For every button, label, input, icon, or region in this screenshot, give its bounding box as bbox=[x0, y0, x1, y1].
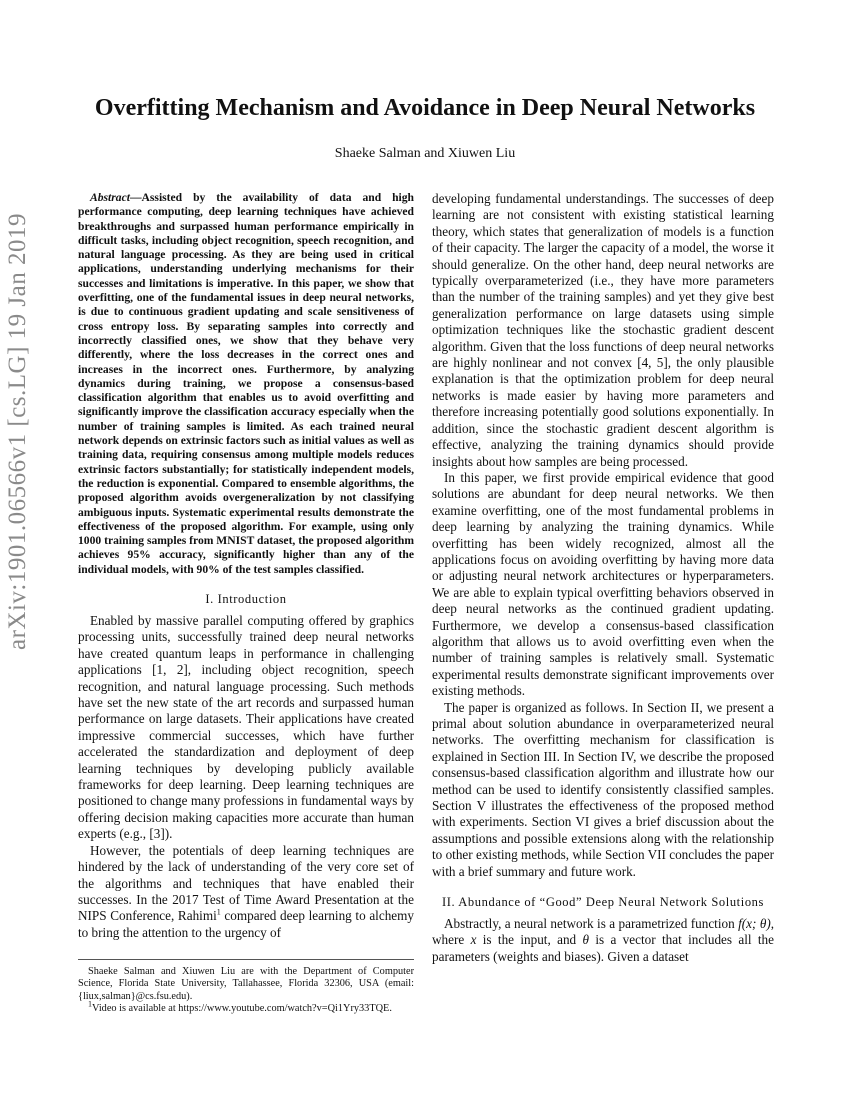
footnote-affiliation: Shaeke Salman and Xiuwen Liu are with the Department of Computer Science, Florida State University, Tallahassee, Florida 32306, USA (email: {liux,salman}@cs.fsu.edu). bbox=[78, 966, 414, 1002]
right-column bbox=[432, 191, 774, 965]
section2-text-4: is a vector that includes all the parameters (weights and biases). Given a dataset bbox=[432, 932, 774, 964]
intro-paragraph-2 bbox=[78, 843, 414, 941]
math-x: x bbox=[470, 932, 477, 948]
intro-paragraph-4: The paper is organized as follows. In Section II, we present a primal about solution abundance in overparameterized neural networks. The overfitting mechanism for classification is explained in Section III. In Section IV, we describe the proposed consensus-based classification algorithm and illustrate how our method can be used to identify consistently classified samples. Section V illustrates the effectiveness of the proposed method with experiments. Section VI gives a brief discussion about the assumptions and possible extensions along with the relationship to other existing methods, while Section VII concludes the paper with a brief summary and future work. bbox=[432, 699, 774, 879]
paper-title: Overfitting Mechanism and Avoidance in Deep Neural Networks bbox=[94, 95, 756, 121]
abstract-label: Abstract bbox=[90, 191, 130, 204]
footnote-marker-1: 1 bbox=[216, 907, 221, 917]
math-theta: θ bbox=[582, 932, 589, 948]
footnote-video bbox=[78, 999, 414, 1015]
section2-text-1: Abstractly, a neural network is a parametrized function bbox=[444, 916, 739, 932]
intro-paragraph-3: In this paper, we first provide empirical evidence that good solutions are abundant for deep neural networks. We then examine overfitting, one of the most fundamental problems in deep learning by analyzing the training dynamics. While overfitting has been widely recognized, almost all the applications focus on avoiding overfitting by having more data or adjusting neural network architectures or hyperparameters. We are able to explain typical overfitting behaviors observed in deep neural networks as the continued gradient updating. Furthermore, we develop a consensus-based classification algorithm that allows us to avoid overfitting even when the number of training samples is relatively small. Systematic experimental results demonstrate significant improvements over existing methods. bbox=[432, 469, 774, 699]
left-column bbox=[78, 191, 414, 941]
section2-paragraph-1 bbox=[432, 916, 774, 965]
intro-paragraph-1: Enabled by massive parallel computing offered by graphics processing units, successfully trained deep neural networks have created quantum leaps in performance in challenging applications [1, 2], including object recognition, speech recognition, and natural language processing. Such methods have set the new state of the art records and surpassed human performance on large datasets. Their applications have created impressive commercial successes, which have further accelerated the standardization and deployment of deep learning techniques by developing publicly available frameworks for deep learning. Deep learning techniques are positioned to change many professions in fundamental ways by offering decision making capacities more accurate than human experts (e.g., [3]). bbox=[78, 613, 414, 842]
abstract-text: —Assisted by the availability of data and high performance computing, deep learning techniques have achieved breakthroughs and surpassed human performance empirically in difficult tasks, including object recognition, speech recognition, and natural language processing. As they are being used in critical applications, understanding underlying mechanisms for their successes and limitations is imperative. In this paper, we show that overfitting, one of the fundamental issues in deep neural networks, is due to continuous gradient updating and scale sensitiveness of cross entropy loss. By separating samples into correctly and incorrectly classified ones, we show that they behave very differently, where the loss decreases in the correct ones and increases in the incorrect ones. Furthermore, by analyzing dynamics during training, we propose a consensus-based classification algorithm that enables us to avoid overfitting and significantly improve the classification accuracy especially when the number of training samples is limited. As each trained neural network depends on extrinsic factors such as initial values as well as training data, requiring consensus among multiple models reduces extrinsic factors substantially; for statistically independent models, the reduction is exponential. Compared to ensemble algorithms, the proposed algorithm avoids overgeneralization by not classifying ambiguous inputs. Systematic experimental results demonstrate the effectiveness of the proposed algorithm. For example, using only 1000 training samples from MNIST dataset, the proposed algorithm achieves 95% accuracy, significantly higher than any of the individual models, with 90% of the test samples classified. bbox=[78, 191, 414, 576]
intro-paragraph-2-continued: developing fundamental understandings. The successes of deep learning are not consistent with existing statistical learning theory, which states that generalization of models is a function of their capacity. The larger the capacity of a model, the worse it should generalize. On the other hand, deep neural networks are typically overparameterized (i.e., they have more parameters than the number of the training samples) and yet they give best generalization performance on large datasets using simple optimization techniques like the stochastic gradient descent algorithm. Given that the loss functions of deep neural networks are highly nonlinear and not convex [4, 5], the only plausible explanation is that the optimization problem for deep neural networks is made easier by having more parameters and therefore increasing potentially good solutions exponentially. In addition, since the stochastic gradient descent algorithm is effective, analyzing the training dynamics should provide insights about how samples are being processed. bbox=[432, 191, 774, 469]
section2-text-3: is the input, and bbox=[476, 932, 583, 948]
section2-text-2: , where bbox=[432, 916, 775, 948]
footnotes bbox=[78, 959, 414, 1016]
footnote-1-text: Video is available at https://www.youtube.com/watch?v=Qi1Yry33TQE. bbox=[92, 1003, 392, 1015]
abstract bbox=[78, 191, 414, 577]
math-function: f(x; θ) bbox=[738, 916, 771, 932]
section-heading-introduction: I. Introduction bbox=[205, 592, 287, 607]
intro-paragraph-2-end: compared deep learning to alchemy to bring the attention to the urgency of bbox=[78, 908, 414, 940]
paper-authors: Shaeke Salman and Xiuwen Liu bbox=[334, 146, 516, 161]
footnote-1-mark: 1 bbox=[88, 999, 92, 1009]
section-heading-abundance: II. Abundance of “Good” Deep Neural Network Solutions bbox=[442, 895, 764, 910]
arxiv-stamp: arXiv:1901.06566v1 [cs.LG] 19 Jan 2019 bbox=[4, 213, 31, 650]
intro-paragraph-2-start: However, the potentials of deep learning techniques are hindered by the lack of understanding of the very core set of the algorithms and techniques that have enabled their successes. In the 2017 Test of Time Award Presentation at the NIPS Conference, Rahimi bbox=[78, 842, 414, 924]
